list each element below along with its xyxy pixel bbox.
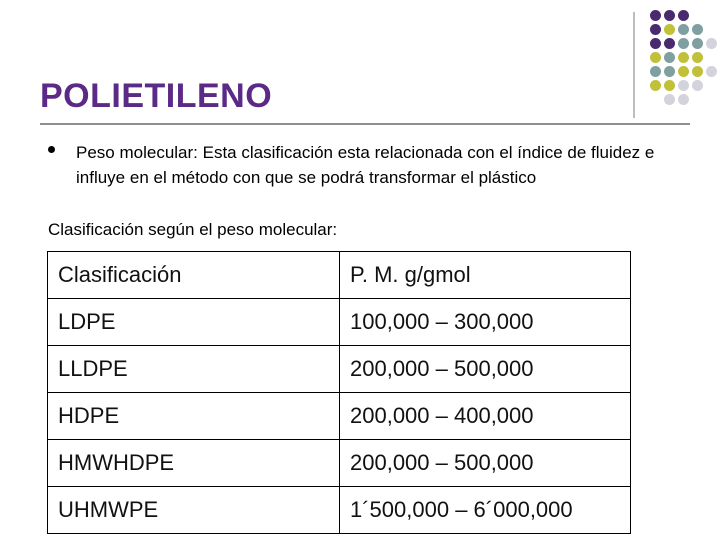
decorative-dot [664, 52, 675, 63]
table-header-cell: P. M. g/gmol [340, 252, 631, 299]
decorative-dot [678, 24, 689, 35]
decorative-dot [650, 52, 661, 63]
table-header-row [48, 252, 631, 299]
decorative-dot [650, 80, 661, 91]
bullet-item [48, 140, 698, 190]
decorative-dot [706, 38, 717, 49]
decorative-dot [650, 66, 661, 77]
table-cell: 100,000 – 300,000 [340, 299, 631, 346]
table-header-cell: Clasificación [48, 252, 340, 299]
table-cell: 200,000 – 400,000 [340, 393, 631, 440]
decorative-dot [650, 38, 661, 49]
molecular-weight-table [47, 251, 631, 534]
decorative-dot [692, 38, 703, 49]
table-cell: 200,000 – 500,000 [340, 346, 631, 393]
decorative-dot [664, 94, 675, 105]
decorative-dot [706, 66, 717, 77]
table-cell: HMWHDPE [48, 440, 340, 487]
table-row [48, 299, 631, 346]
table-cell: LDPE [48, 299, 340, 346]
decorative-dot [664, 80, 675, 91]
decorative-dot [650, 10, 661, 21]
table-cell: HDPE [48, 393, 340, 440]
bullet-dot-icon [48, 146, 55, 153]
decorative-dot [664, 24, 675, 35]
table-row [48, 346, 631, 393]
decorative-dot [678, 66, 689, 77]
decorative-dot [664, 66, 675, 77]
table-cell: 1´500,000 – 6´000,000 [340, 487, 631, 534]
vertical-divider [633, 12, 635, 118]
decorative-dot [692, 52, 703, 63]
decorative-dot [664, 10, 675, 21]
decorative-dot [692, 66, 703, 77]
table-cell: LLDPE [48, 346, 340, 393]
table-row [48, 393, 631, 440]
decorative-dot [678, 38, 689, 49]
decorative-dot-grid [646, 10, 726, 120]
decorative-dot [678, 80, 689, 91]
table-cell: UHMWPE [48, 487, 340, 534]
title-underline [40, 123, 690, 125]
subheading: Clasificación según el peso molecular: [48, 220, 338, 239]
slide-title: POLIETILENO [40, 77, 273, 115]
decorative-dot [678, 52, 689, 63]
table-cell: 200,000 – 500,000 [340, 440, 631, 487]
decorative-dot [678, 10, 689, 21]
decorative-dot [692, 80, 703, 91]
bullet-text: Peso molecular: Esta clasificación esta relacionada con el índice de fluidez e influye en el método con que se podrá transformar el plástico [76, 143, 655, 187]
decorative-dot [692, 24, 703, 35]
decorative-dot [650, 24, 661, 35]
table-row [48, 487, 631, 534]
decorative-dot [664, 38, 675, 49]
decorative-dot [678, 94, 689, 105]
table-row [48, 440, 631, 487]
